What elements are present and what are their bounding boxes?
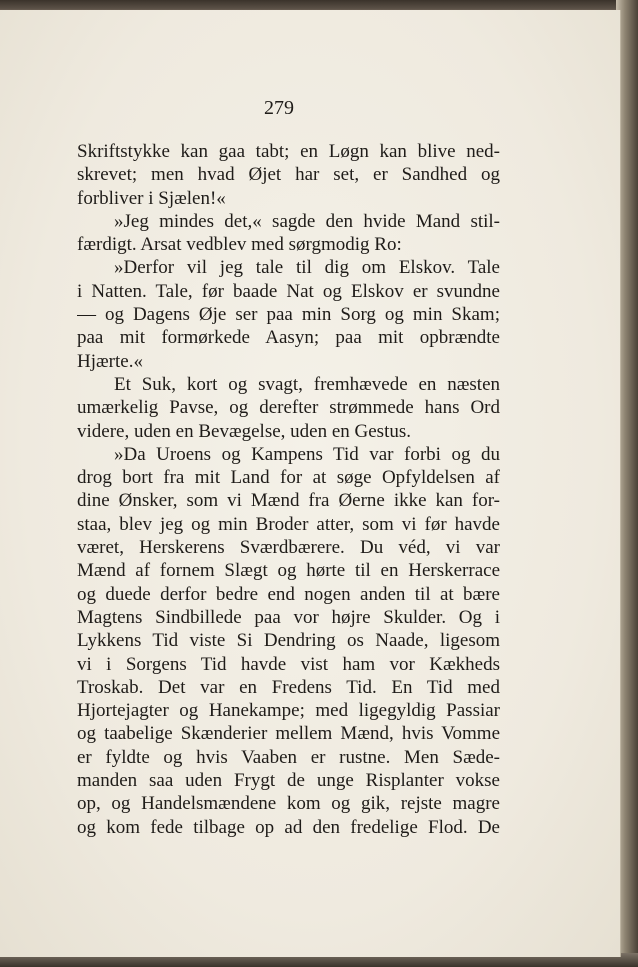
text-line: skrevet; men hvad Øjet har set, er Sandhed og — [77, 164, 500, 186]
text-line: og duede derfor bedre end nogen anden til at bære — [77, 583, 500, 605]
text-line: »Jeg mindes det,« sagde den hvide Mand stil- — [114, 210, 500, 232]
text-line: er fyldte og hvis Vaaben er rustne. Men Sæde- — [77, 746, 500, 768]
text-line: — og Dagens Øje ser paa min Sorg og min Skam; — [77, 304, 500, 326]
text-line: op, og Handelsmændene kom og gik, rejste magre — [77, 793, 500, 815]
body-text — [77, 140, 500, 839]
text-line: Hjortejagter og Hanekampe; med ligegyldig Passiar — [77, 700, 500, 722]
text-line: manden saa uden Frygt de unge Risplanter vokse — [77, 770, 500, 792]
text-line: Et Suk, kort og svagt, fremhævede en næsten — [114, 373, 500, 395]
text-line: Lykkens Tid viste Si Dendring os Naade, ligesom — [77, 630, 500, 652]
text-line: Mænd af fornem Slægt og hørte til en Herskerrace — [77, 560, 500, 582]
text-line: umærkelig Pavse, og derefter strømmede hans Ord — [77, 397, 500, 419]
text-line: Magtens Sindbillede paa vor højre Skulder. Og i — [77, 606, 500, 628]
text-line: dine Ønsker, som vi Mænd fra Øerne ikke kan for- — [77, 490, 500, 512]
text-line: Skriftstykke kan gaa tabt; en Løgn kan blive ned- — [77, 141, 500, 162]
text-line: i Natten. Tale, før baade Nat og Elskov er svundne — [77, 280, 500, 302]
text-line: paa mit formørkede Aasyn; paa mit opbrændte — [77, 327, 500, 349]
text-line: drog bort fra mit Land for at søge Opfyldelsen af — [77, 467, 500, 489]
text-line: Hjærte.« — [77, 350, 143, 372]
text-line: videre, uden en Bevægelse, uden en Gestus. — [77, 420, 411, 442]
text-line: Troskab. Det var en Fredens Tid. En Tid med — [77, 676, 500, 698]
text-line: »Derfor vil jeg tale til dig om Elskov. Tale — [114, 257, 500, 279]
text-line: og kom fede tilbage op ad den fredelige Flod. De — [77, 816, 500, 838]
text-line: og taabelige Skænderier mellem Mænd, hvis Vomme — [77, 723, 500, 745]
book-page — [0, 10, 621, 957]
page-number: 279 — [264, 97, 294, 119]
text-line: »Da Uroens og Kampens Tid var forbi og du — [114, 443, 500, 465]
text-line: færdigt. Arsat vedblev med sørgmodig Ro: — [77, 234, 402, 256]
text-line: staa, blev jeg og min Broder atter, som vi før havde — [77, 513, 500, 535]
text-line: forbliver i Sjælen!« — [77, 187, 226, 209]
text-line: været, Herskerens Sværdbærere. Du véd, vi var — [77, 537, 500, 559]
text-line: vi i Sorgens Tid havde vist ham vor Kækheds — [77, 653, 500, 675]
